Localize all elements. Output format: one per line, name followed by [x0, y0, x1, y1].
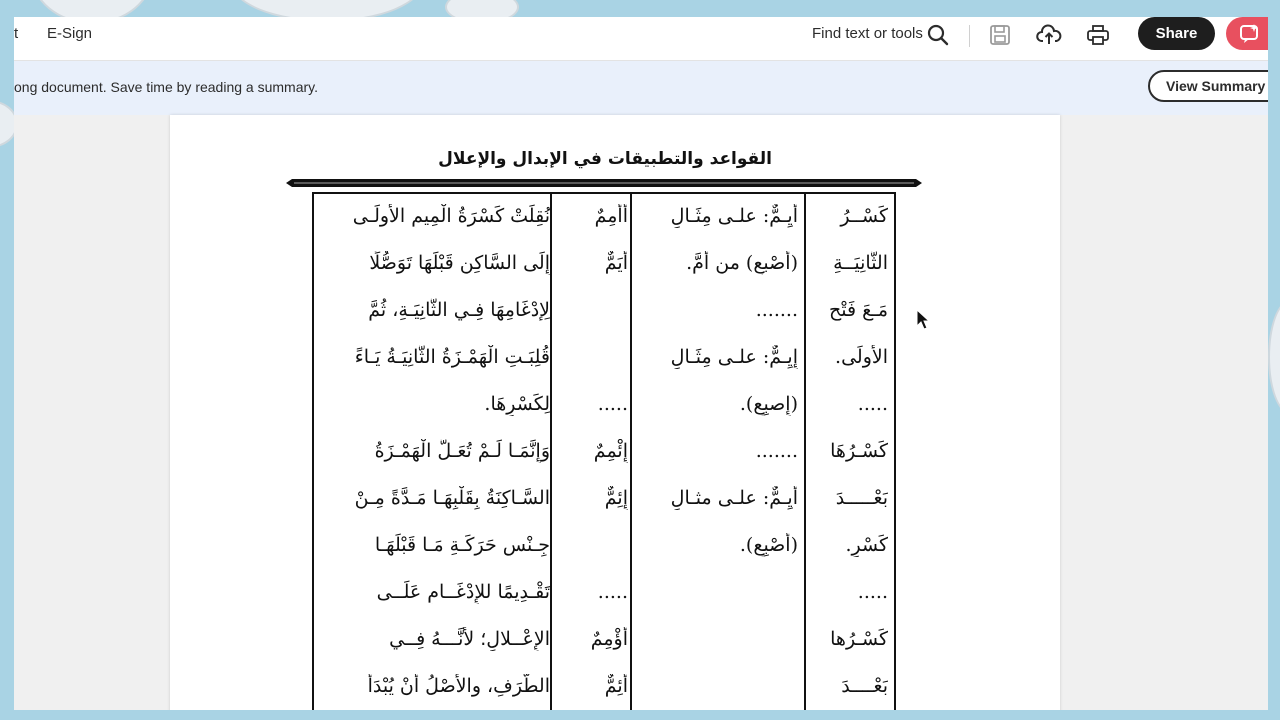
rules-table — [312, 192, 896, 710]
banner-message: ong document. Save time by reading a summary. — [14, 79, 319, 95]
top-toolbar — [14, 17, 1268, 61]
table-cell-col3: ..... — [597, 393, 628, 415]
table-cell-col3: إِئْمِمٌ — [593, 440, 628, 462]
table-cell-col4: الإِعْــلالِ؛ لأَنَّـــهُ فِــي — [389, 628, 550, 650]
table-cell-col2: أُيِـمٌّ: علـى مثـالِ — [670, 487, 798, 509]
document-page — [170, 115, 1060, 710]
table-cell-col3: أُئِمٌّ — [604, 675, 628, 697]
pdf-viewer-window — [14, 17, 1268, 710]
table-cell-col1: الثَّانِيَــةِ — [833, 252, 888, 274]
table-cell-col1: كَسْـرُها — [830, 628, 888, 650]
ai-assistant-button[interactable] — [1226, 17, 1268, 50]
table-cell-col3: أُؤْمِمٌ — [590, 628, 628, 650]
table-cell-col2: إِيِـمٌّ: علـى مِثَـالِ — [670, 346, 798, 368]
table-cell-col2: ....... — [755, 299, 798, 321]
document-title: القواعد والتطبيقات في الإبدال والإعلال — [438, 149, 772, 169]
table-cell-col4: الطَّرَفِ، والأَصْلُ أَنْ يُبْدَأَ — [367, 675, 550, 697]
table-cell-col4: قُلِبَـتِ الْهَمْـزَةُ الثَّانِيَـةُ يَـاءً — [354, 346, 550, 368]
search-icon[interactable] — [925, 22, 951, 48]
table-cell-col1: كَسْرٍ. — [845, 534, 888, 556]
upload-icon[interactable] — [1036, 22, 1062, 48]
table-cell-col3: أَيَمٌّ — [604, 252, 628, 274]
toolbar-divider — [969, 25, 970, 47]
table-cell-col4: جِـنْسِ حَرَكَـةِ مَـا قَبْلَهَـا — [374, 534, 550, 556]
table-cell-col3: أَأْمِمٌ — [594, 205, 628, 227]
table-cell-col4: نُقِلَتْ كَسْرَةُ الْمِيمِ الأُولَـى — [352, 205, 550, 227]
table-column-divider — [550, 194, 552, 710]
table-cell-col1: بَعْـــــدَ — [835, 487, 888, 509]
table-cell-col2: (إِصبِعٍ). — [739, 393, 798, 415]
table-cell-col4: تَقْـدِيمًا للإِدْغَــامِ عَلَــى — [376, 581, 550, 603]
desktop-bubble — [1268, 300, 1280, 414]
table-cell-col1: كَسْــرُ — [840, 205, 888, 227]
table-cell-col3: إِئِمٌّ — [604, 487, 628, 509]
table-cell-col1: كَسْـرُهَا — [830, 440, 888, 462]
table-cell-col1: الأُولَى. — [835, 346, 888, 368]
table-cell-col1: ..... — [857, 393, 888, 415]
ai-assistant-icon — [1239, 23, 1261, 45]
table-cell-col4: إِلَى السَّاكِنِ قَبْلَهَا تَوَصُّلًا — [369, 252, 550, 274]
table-cell-col2: أَيِـمٌّ: علـى مِثَـالِ — [670, 205, 798, 227]
title-ornament-rule — [286, 179, 922, 187]
table-cell-col1: ..... — [857, 581, 888, 603]
menu-item-partial[interactable]: t — [14, 25, 19, 42]
menu-item-esign[interactable]: E-Sign — [47, 25, 93, 42]
table-cell-col2: (أَصْبعٍ) من أَمَّ. — [686, 252, 798, 274]
table-cell-col4: لِكَسْرِهَا. — [484, 393, 550, 415]
summary-banner — [14, 61, 1268, 115]
table-cell-col2: ....... — [755, 440, 798, 462]
table-cell-col2: (أُصْبِعٍ). — [739, 534, 798, 556]
view-summary-button[interactable]: View Summary — [1148, 70, 1268, 102]
share-button[interactable]: Share — [1138, 17, 1215, 50]
table-cell-col4: لِإدْغَامِهَا فِـي الثَّانِيَـةِ، ثُمَّ — [368, 299, 550, 321]
mouse-cursor-icon — [916, 309, 930, 331]
find-tools-label[interactable]: Find text or tools — [812, 25, 923, 42]
table-cell-col3: ..... — [597, 581, 628, 603]
print-icon[interactable] — [1085, 22, 1111, 48]
table-cell-col1: بَعْــــدَ — [841, 675, 888, 697]
save-icon[interactable] — [987, 22, 1013, 48]
table-cell-col4: السَّـاكِنَةُ بِقَلْبِهَـا مَـدَّةً مِـنْ — [354, 487, 550, 509]
table-cell-col4: وَإِنَّمَـا لَـمْ تُعَـلَّ الْهَمْـزَةُ — [374, 440, 550, 462]
table-cell-col1: مَـعَ فَتْحِ — [829, 299, 888, 321]
